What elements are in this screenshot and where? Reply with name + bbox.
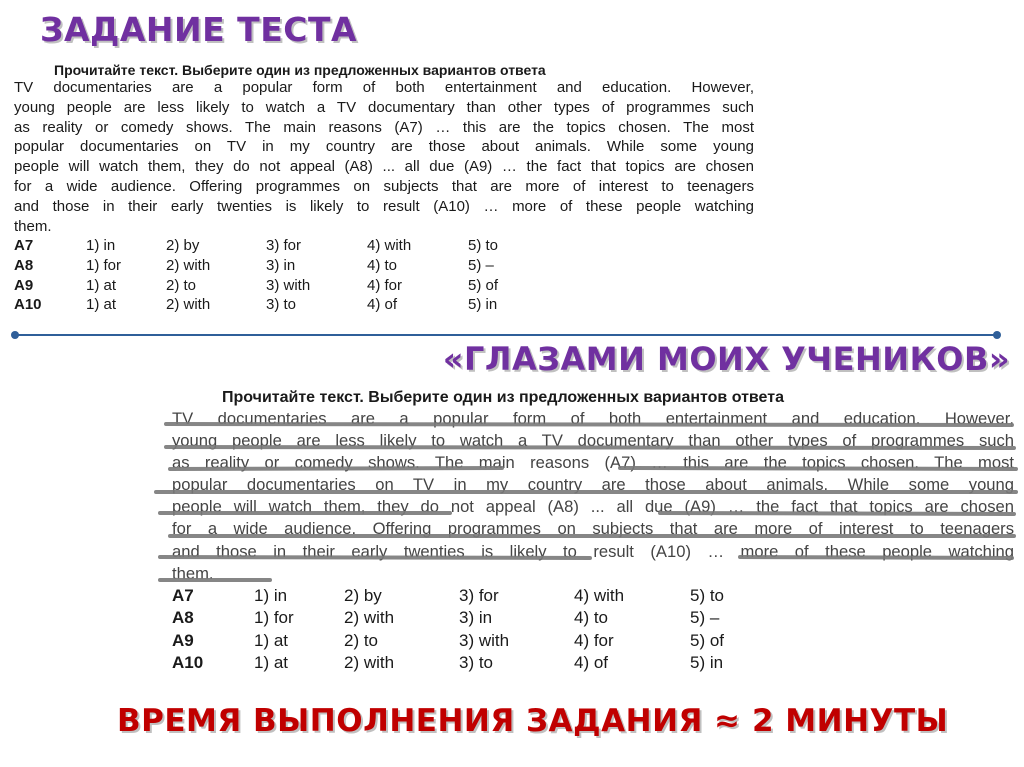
- passage-line: as reality or comedy shows. The main reasons (A7) … this are the topics chosen. The most: [14, 118, 754, 136]
- option: 5) of: [468, 276, 499, 294]
- option: 5) of: [690, 630, 725, 650]
- option: 1) for: [86, 256, 122, 274]
- option: 2) by: [166, 237, 200, 255]
- option: 5) –: [468, 256, 494, 274]
- option: 4) with: [574, 585, 625, 605]
- option: 1) in: [254, 585, 288, 605]
- passage-line: for a wide audience. Offering programmes on subjects that are more of interest to teenagers: [172, 519, 1014, 539]
- option: 4) with: [367, 237, 412, 255]
- slide-title: ЗАДАНИЕ ТЕСТА: [40, 10, 358, 49]
- option: 3) for: [266, 237, 302, 255]
- option: 2) to: [166, 276, 197, 294]
- option: 1) at: [254, 652, 289, 672]
- passage-line: and those in their early twenties is likely to result (A10) … more of these people watching: [14, 197, 754, 215]
- divider-dot: [993, 331, 1001, 339]
- answer-options-table: [172, 585, 750, 675]
- passage-line: and those in their early twenties is likely to result (A10) … more of these people watching: [172, 541, 1014, 561]
- option: 1) for: [254, 608, 294, 628]
- task-passage: [14, 78, 754, 236]
- question-number: A8: [14, 256, 34, 274]
- option: 5) to: [468, 237, 499, 255]
- passage-line: people will watch them, they do not appeal (A8) ... all due (A9) … the fact that topics are chosen: [172, 497, 1014, 517]
- option-row: [172, 585, 750, 607]
- passage-line: young people are less likely to watch a TV documentary than other types of programmes such: [14, 98, 754, 116]
- passage-line: as reality or comedy shows. The main reasons (A7) … this are the topics chosen. The most: [172, 453, 1014, 473]
- divider-dot: [11, 331, 19, 339]
- option: 4) of: [574, 652, 609, 672]
- passage-line: young people are less likely to watch a TV documentary than other types of programmes such: [172, 431, 1014, 451]
- option: 3) for: [459, 585, 499, 605]
- option-row: [14, 276, 528, 296]
- option: 1) in: [86, 237, 116, 255]
- option-row: [14, 295, 528, 315]
- passage-line: them.: [172, 563, 214, 583]
- option: 3) in: [266, 256, 296, 274]
- question-number: A9: [172, 630, 194, 650]
- option-row: [14, 236, 528, 256]
- option: 1) at: [254, 630, 289, 650]
- question-number: A10: [14, 296, 42, 314]
- question-number: A7: [172, 585, 194, 605]
- option-row: [172, 630, 750, 652]
- option: 4) for: [367, 276, 403, 294]
- passage-line: TV documentaries are a popular form of both entertainment and education. However,: [172, 409, 1014, 428]
- question-number: A8: [172, 608, 194, 628]
- question-number: A7: [14, 237, 34, 255]
- section-title: «ГЛАЗАМИ МОИХ УЧЕНИКОВ»: [442, 340, 1010, 378]
- passage-line: TV documentaries are a popular form of both entertainment and education. However,: [14, 79, 754, 96]
- option: 2) with: [344, 608, 395, 628]
- option: 3) with: [459, 630, 510, 650]
- option: 1) at: [86, 276, 117, 294]
- option: 2) with: [166, 256, 211, 274]
- passage-line: them.: [14, 217, 52, 235]
- task-heading: Прочитайте текст. Выберите один из предложенных вариантов ответа: [54, 62, 546, 78]
- original-task: [14, 62, 754, 315]
- option: 2) to: [344, 630, 379, 650]
- option: 3) with: [266, 276, 311, 294]
- option: 5) –: [690, 608, 720, 628]
- question-number: A10: [172, 652, 204, 672]
- option: 1) at: [86, 296, 117, 314]
- option: 4) of: [367, 296, 398, 314]
- passage-line: popular documentaries on TV in my country are those about animals. While some young: [14, 138, 754, 156]
- passage-line: popular documentaries on TV in my country are those about animals. While some young: [172, 475, 1014, 495]
- question-number: A9: [14, 276, 34, 294]
- option-row: [172, 652, 750, 674]
- passage-line: for a wide audience. Offering programmes on subjects that are more of interest to teenagers: [14, 177, 754, 195]
- option: 4) to: [574, 608, 609, 628]
- students-view-task: [172, 388, 1014, 674]
- option: 5) in: [468, 296, 498, 314]
- option-row: [14, 256, 528, 276]
- task-heading: Прочитайте текст. Выберите один из предложенных вариантов ответа: [222, 389, 784, 406]
- option: 3) to: [459, 652, 494, 672]
- task-passage-struck: [172, 408, 1014, 585]
- passage-line: people will watch them, they do not appeal (A8) ... all due (A9) … the fact that topics are chosen: [14, 158, 754, 176]
- option-row: [172, 607, 750, 629]
- answer-options-table: [14, 236, 528, 314]
- option: 3) to: [266, 296, 297, 314]
- time-limit-note: ВРЕМЯ ВЫПОЛНЕНИЯ ЗАДАНИЯ ≈ 2 МИНУТЫ: [117, 703, 949, 739]
- option: 3) in: [459, 608, 493, 628]
- option: 5) to: [690, 585, 725, 605]
- option: 2) with: [344, 652, 395, 672]
- option: 5) in: [690, 652, 724, 672]
- option: 2) with: [166, 296, 211, 314]
- option: 4) to: [367, 256, 398, 274]
- section-divider: [13, 334, 999, 336]
- option: 2) by: [344, 585, 382, 605]
- option: 4) for: [574, 630, 614, 650]
